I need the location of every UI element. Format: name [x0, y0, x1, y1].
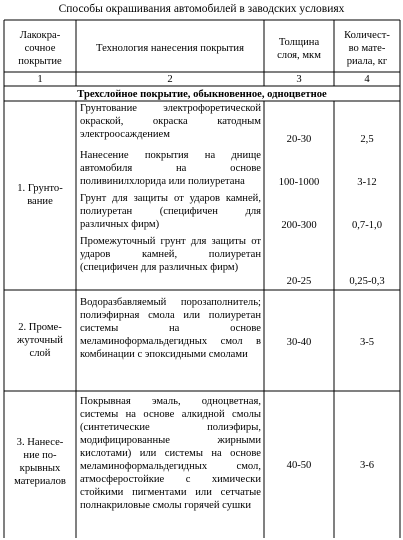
row-1-thickness-4: 20-25: [286, 276, 312, 287]
row-3-thickness: 40-50: [286, 460, 312, 471]
row-3-amount: 3-6: [359, 460, 375, 471]
header-amount: Количест- во мате- риала, кг: [344, 30, 390, 67]
header-coating: Лакокра- сочное покрытие: [18, 30, 62, 67]
row-1-tech-1: Грунтование электрофоретической окраской, окраска катодным электроосаждением: [80, 103, 261, 140]
col-number-4: 4: [364, 74, 370, 85]
row-2-thickness: 30-40: [286, 337, 312, 348]
row-2-tech: Водоразбавляемый порозаполнитель; полиэфирная смола или полиуретан системы на основе меламиноформальдегидных смол в комбинации с эпоксидными смолами: [80, 297, 261, 360]
row-1-amount-3: 0,7-1,0: [351, 220, 382, 231]
row-1-tech-3: Грунт для защиты от ударов камней, полиуретан (специфичен для различных фирм): [80, 193, 261, 230]
row-1-amount-1: 2,5: [360, 134, 374, 145]
row-1-amount-2: 3-12: [357, 177, 377, 188]
header-thickness: Толщина слоя, мкм: [277, 37, 321, 61]
section-title: Трехслойное покрытие, обыкновенное, одноцветное: [77, 89, 327, 100]
row-2-coating: 2. Проме- жуточный слой: [17, 322, 63, 359]
header-technology: Технология нанесения покрытия: [96, 43, 244, 54]
row-1-tech-4: Промежуточный грунт для защиты от ударов камней, полиуретан (специфичен для различных фирм): [80, 236, 261, 273]
col-number-1: 1: [37, 74, 43, 85]
page-title: Способы окрашивания автомобилей в заводских условиях: [58, 3, 345, 15]
row-3-tech: Покрывная эмаль, одноцветная, системы на основе алкидной смолы (синтетические полиэфиры, модифицированные жирными кислотами) или системы на основе меламиноформальдегидных смол, атмосферостойкие с химически стойкими пигментами или сетчатые полнакриловые смолы горячей сушки: [80, 396, 261, 511]
row-1-amount-4: 0,25-0,3: [349, 276, 385, 287]
row-1-thickness-2: 100-1000: [278, 177, 320, 188]
col-number-3: 3: [296, 74, 302, 85]
col-number-2: 2: [167, 74, 173, 85]
row-3-coating: 3. Нанесе- ние по- крывных материалов: [14, 437, 66, 487]
row-1-thickness-3: 200-300: [281, 220, 317, 231]
row-2-amount: 3-5: [359, 337, 375, 348]
row-1-coating: 1. Грунто- вание: [17, 183, 63, 207]
row-1-tech-2: Нанесение покрытия на днище автомобиля на основе поливинилхлорида или полиуретана: [80, 150, 261, 187]
row-1-thickness-1: 20-30: [286, 134, 312, 145]
